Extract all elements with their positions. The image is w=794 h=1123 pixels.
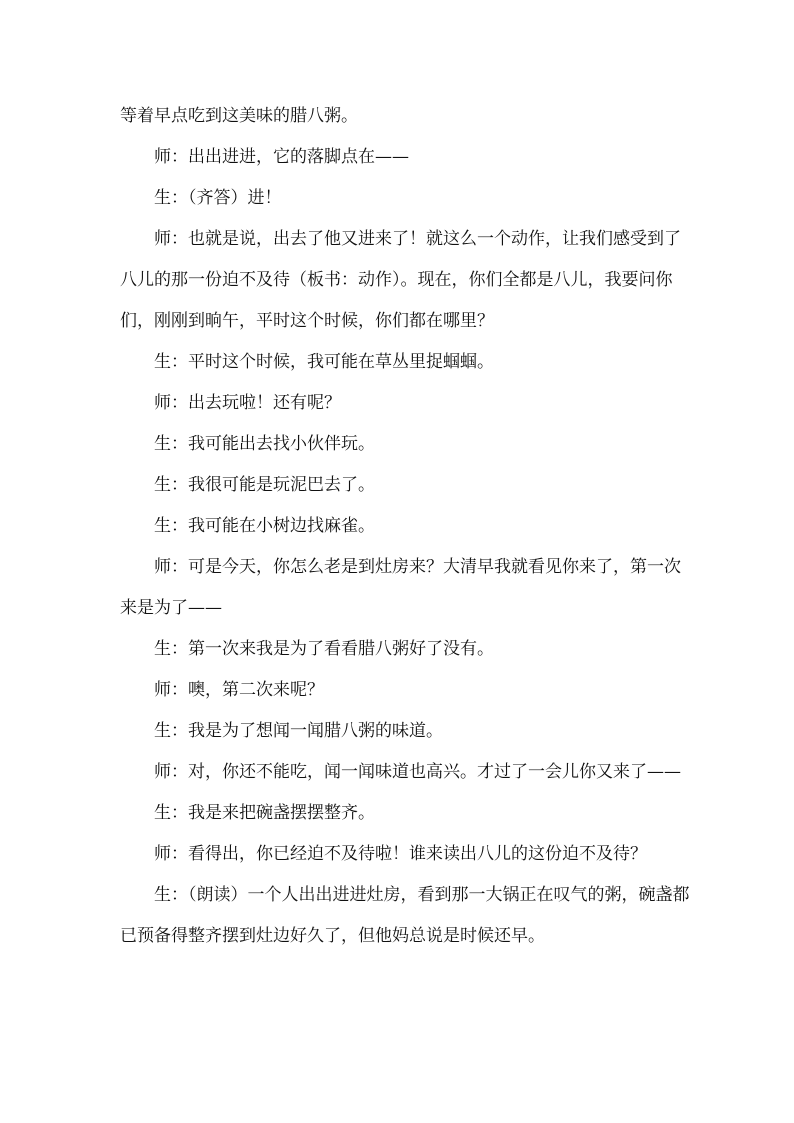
paragraph-1: 等着早点吃到这美味的腊八粥。 — [120, 106, 358, 126]
paragraph-15: 生：我是来把碗盏摆摆整齐。 — [154, 803, 375, 823]
paragraph-11: 生：第一次来我是为了看看腊八粥好了没有。 — [154, 639, 494, 659]
document-body — [120, 96, 690, 957]
paragraph-6: 师：出去玩啦！还有呢？ — [154, 393, 341, 413]
paragraph-14: 师：对，你还不能吃，闻一闻味道也高兴。才过了一会儿你又来了—— — [154, 762, 681, 782]
paragraph-4: 师：也就是说，出去了他又进来了！就这么一个动作，让我们感受到了八儿的那一份迫不及待（板书：动作）。现在，你们全都是八儿，我要问你们，刚刚到晌午，平时这个时候，你们都在哪里？ — [120, 229, 681, 331]
paragraph-12: 师：噢，第二次来呢？ — [154, 680, 324, 700]
paragraph-9: 生：我可能在小树边找麻雀。 — [154, 516, 375, 536]
paragraph-5: 生：平时这个时候，我可能在草丛里捉蝈蝈。 — [154, 352, 494, 372]
paragraph-2: 师：出出进进，它的落脚点在—— — [154, 147, 409, 167]
paragraph-3: 生：（齐答）进！ — [154, 188, 282, 208]
paragraph-17: 生：（朗读）一个人出出进进灶房，看到那一大锅正在叹气的粥，碗盏都已预备得整齐摆到灶边好久了，但他妈总说是时候还早。 — [120, 885, 690, 946]
paragraph-8: 生：我很可能是玩泥巴去了。 — [154, 475, 375, 495]
paragraph-10: 师：可是今天，你怎么老是到灶房来？大清早我就看见你来了，第一次来是为了—— — [120, 557, 681, 618]
paragraph-7: 生：我可能出去找小伙伴玩。 — [154, 434, 375, 454]
paragraph-16: 师：看得出，你已经迫不及待啦！谁来读出八儿的这份迫不及待？ — [154, 844, 647, 864]
paragraph-13: 生：我是为了想闻一闻腊八粥的味道。 — [154, 721, 443, 741]
